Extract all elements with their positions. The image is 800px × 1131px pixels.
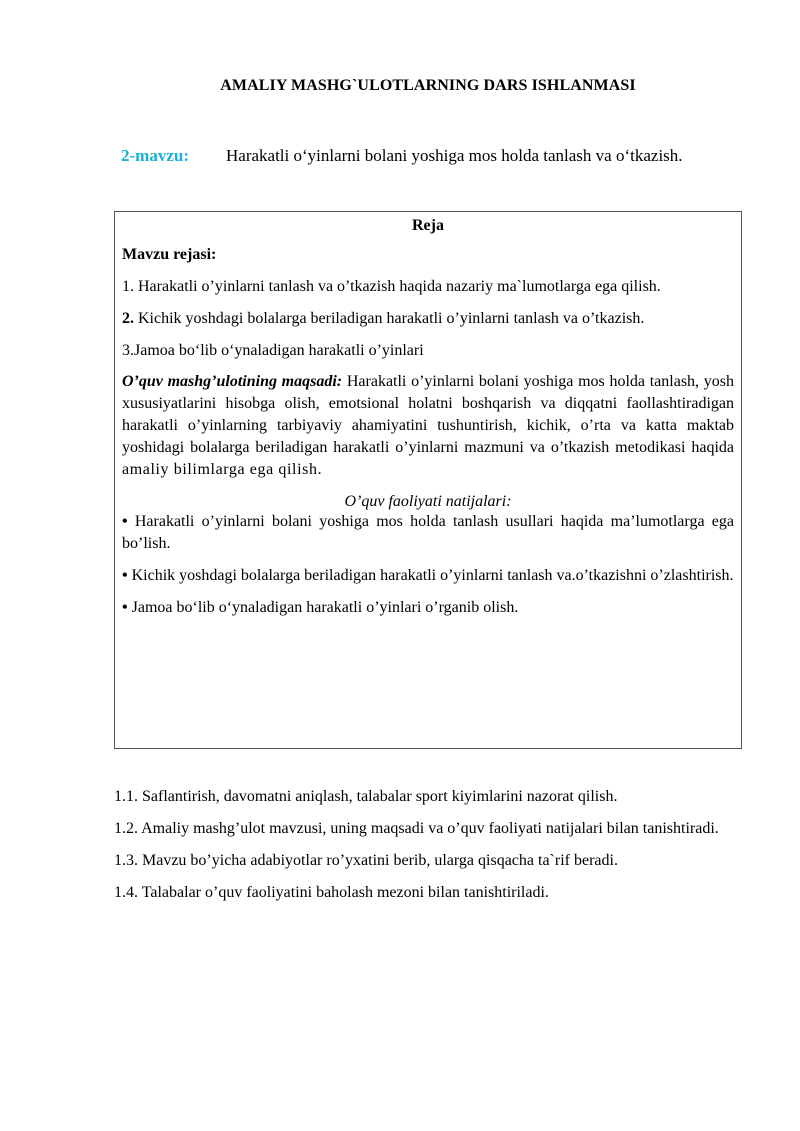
plan-item-text: Kichik yoshdagi bolalarga beriladigan harakatli o’yinlarni tanlash va o’tkazish. <box>134 310 645 327</box>
outcome-text: Kichik yoshdagi bolalarga beriladigan harakatli o’yinlarni tanlash va.o’tkazishni o’zlashtirish. <box>127 567 734 584</box>
outcome-text: Harakatli o’yinlarni bolani yoshiga mos holda tanlash usullari haqida ma’lumotlarga ega bo’lish. <box>122 513 734 552</box>
outcomes-title: O’quv faoliyati natijalari: <box>344 493 512 510</box>
plan-item-text: 1. Harakatli o’yinlarni tanlash va o’tkazish haqida nazariy ma`lumotlarga ega qilish. <box>122 278 661 295</box>
plan-subheading: Mavzu rejasi: <box>122 246 217 263</box>
plan-item <box>122 340 734 362</box>
outcome-item <box>122 597 734 619</box>
topic-line <box>121 146 683 166</box>
plan-item-text: 3.Jamoa bo‘lib o‘ynaladigan harakatli o’yinlari <box>122 342 424 359</box>
outcome-text: Jamoa bo‘lib o‘ynaladigan harakatli o’yinlari o’rganib olish. <box>127 599 519 616</box>
plan-heading: Reja <box>412 217 444 234</box>
plan-item <box>122 308 734 330</box>
step-item: 1.3. Mavzu bo’yicha adabiyotlar ro’yxatini berib, ularga qisqacha ta`rif beradi. <box>114 852 618 869</box>
step-item: 1.2. Amaliy mashg’ulot mavzusi, uning maqsadi va o’quv faoliyati natijalari bilan tanishtiradi. <box>114 820 719 837</box>
plan-box <box>114 211 742 749</box>
topic-text: Harakatli o‘yinlarni bolani yoshiga mos holda tanlash va o‘tkazish. <box>226 146 683 165</box>
topic-label: 2-mavzu: <box>121 146 189 165</box>
goal-label: O’quv mashg’ulotining maqsadi: <box>122 373 343 390</box>
document-title: AMALIY MASHG`ULOTLARNING DARS ISHLANMASI <box>220 77 636 94</box>
plan-item-number: 2. <box>122 310 134 327</box>
steps-list <box>114 786 742 914</box>
goal-text: Harakatli o’yinlarni bolani yoshiga mos holda tanlash, yosh xususiyatlarini hisobga olish, emotsional holatni boshqarish va diqqatni faollashtiradigan harakatli o’yinlarning tarbiyaviy ahamiyatini tushuntirish, kichik, o’rta va katta maktab yoshidagi bolalarga beriladigan harakatli o’yinlarni mazmuni va o’tkazish metodikasi haqida <box>122 373 735 456</box>
outcome-item <box>122 511 734 555</box>
plan-item <box>122 276 734 298</box>
outcome-item <box>122 565 734 587</box>
step-item: 1.1. Saflantirish, davomatni aniqlash, talabalar sport kiyimlarini nazorat qilish. <box>114 788 618 805</box>
bullet-icon: • <box>122 513 128 530</box>
goal-paragraph <box>122 371 734 481</box>
step-item: 1.4. Talabalar o’quv faoliyatini baholash mezoni bilan tanishtiriladi. <box>114 884 549 901</box>
bullet-icon: • <box>122 567 128 584</box>
bullet-icon: • <box>122 599 128 616</box>
goal-text-end: amaliy bilimlarga ega qilish. <box>122 461 323 478</box>
